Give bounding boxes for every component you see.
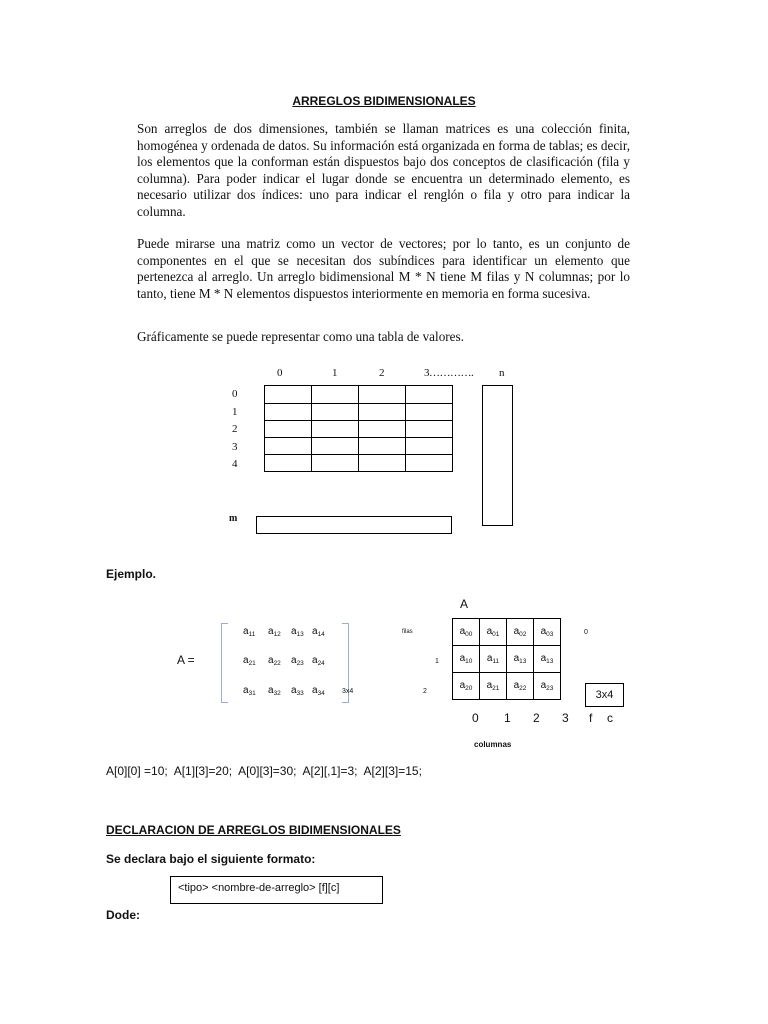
table-cell: $a_{03}$: [534, 619, 561, 646]
table-row: [453, 646, 561, 673]
matrix-element: $a_{22}$: [268, 655, 281, 667]
table-cell: $a_{23}$: [534, 673, 561, 700]
paragraph-definition: Son arreglos de dos dimensiones, también se llaman matrices es una colección finita, homogénea y ordenada de datos. Su información está organizada en forma de tablas; es decir, los elementos que la conforman están dispuestos bajo dos conceptos de clasificación (fila y columna). Para poder indicar el lugar donde se encuentra un determinado elemento, es necesario utilizar dos índices: uno para indicar el renglón o fila y otro para indicar la columna.: [137, 121, 630, 219]
matrix-element: $a_{12}$: [268, 626, 281, 638]
columnas-label: columnas: [474, 740, 512, 749]
matrix-element: $a_{21}$: [243, 655, 256, 667]
col-label-1: 1: [332, 367, 338, 379]
matrix-element: $a_{11}$: [243, 626, 256, 638]
filas-label: filas: [402, 629, 413, 635]
row-label-0: 0: [232, 388, 238, 400]
matrix-element: $a_{31}$: [243, 685, 256, 697]
matrix-element: $a_{14}$: [312, 626, 325, 638]
table-cell: $a_{22}$: [507, 673, 534, 700]
assignments-line: A[0][0] =10; A[1][3]=20; A[0][3]=30; A[2][,1]=3; A[2][3]=15;: [106, 764, 422, 778]
col-label-2: 2: [379, 367, 385, 379]
matrix-element: $a_{32}$: [268, 685, 281, 697]
diagram-row-m: [256, 516, 452, 534]
diagram-column-n: [482, 385, 513, 526]
row-index-2: 2: [423, 688, 427, 695]
declaration-heading: DECLARACION DE ARREGLOS BIDIMENSIONALES: [106, 823, 401, 837]
row-index-1: 1: [435, 658, 439, 665]
table-cell: $a_{00}$: [453, 619, 480, 646]
matrix-element: $a_{13}$: [291, 626, 304, 638]
row-label-4: 4: [232, 458, 238, 470]
table-row: [453, 673, 561, 700]
bottom-label-c: c: [607, 711, 613, 725]
zero-label: 0: [584, 629, 588, 636]
paragraph-graphic: Gráficamente se puede representar como una tabla de valores.: [137, 329, 464, 344]
table-cell: $a_{02}$: [507, 619, 534, 646]
table-cell: $a_{10}$: [453, 646, 480, 673]
matrix-element: $a_{34}$: [312, 685, 325, 697]
matrix-element: $a_{23}$: [291, 655, 304, 667]
table-cell: $a_{13}$: [534, 646, 561, 673]
bottom-label-0: 0: [472, 711, 479, 725]
row-label-1: 1: [232, 406, 238, 418]
table-cell: $a_{11}$: [480, 646, 507, 673]
matrix-left-bracket: [221, 623, 228, 703]
col-label-n: n: [499, 367, 505, 379]
matrix-dims: 3x4: [342, 688, 354, 695]
bottom-label-1: 1: [504, 711, 511, 725]
bottom-label-f: f: [589, 711, 593, 725]
col-label-3: 3………….: [424, 367, 474, 379]
matrix-element: $a_{24}$: [312, 655, 325, 667]
matrix-a-label: A =: [177, 653, 195, 667]
declaration-subheading: Se declara bajo el siguiente formato:: [106, 852, 316, 866]
table-cell: $a_{20}$: [453, 673, 480, 700]
page-title: ARREGLOS BIDIMENSIONALES: [292, 94, 476, 108]
row-label-2: 2: [232, 423, 238, 435]
bottom-label-3: 3: [562, 711, 569, 725]
col-label-0: 0: [277, 367, 283, 379]
row-label-m: m: [229, 513, 238, 524]
table-title: A: [460, 597, 469, 611]
table-cell: $a_{21}$: [480, 673, 507, 700]
row-label-3: 3: [232, 441, 238, 453]
dims-box: 3x4: [585, 683, 624, 707]
format-box: <tipo> <nombre-de-arreglo> [f][c]: [170, 876, 383, 904]
matrix-element: $a_{33}$: [291, 685, 304, 697]
table-cell: $a_{13}$: [507, 646, 534, 673]
dode-label: Dode:: [106, 908, 140, 922]
table-row: [453, 619, 561, 646]
paragraph-vector-of-vectors: Puede mirarse una matriz como un vector de vectores; por lo tanto, es un conjunto de componentes en el que se necesitan dos subíndices para identificar un elemento que pertenezca al arreglo. Un arreglo bidimensional M * N tiene M filas y N columnas; por lo tanto, tiene M * N elementos dispuestos interiormente en memoria en forma sucesiva.: [137, 236, 630, 301]
example-heading: Ejemplo.: [106, 567, 157, 581]
bottom-label-2: 2: [533, 711, 540, 725]
index-table: [452, 618, 561, 700]
diagram-grid: [264, 385, 453, 472]
table-cell: $a_{01}$: [480, 619, 507, 646]
